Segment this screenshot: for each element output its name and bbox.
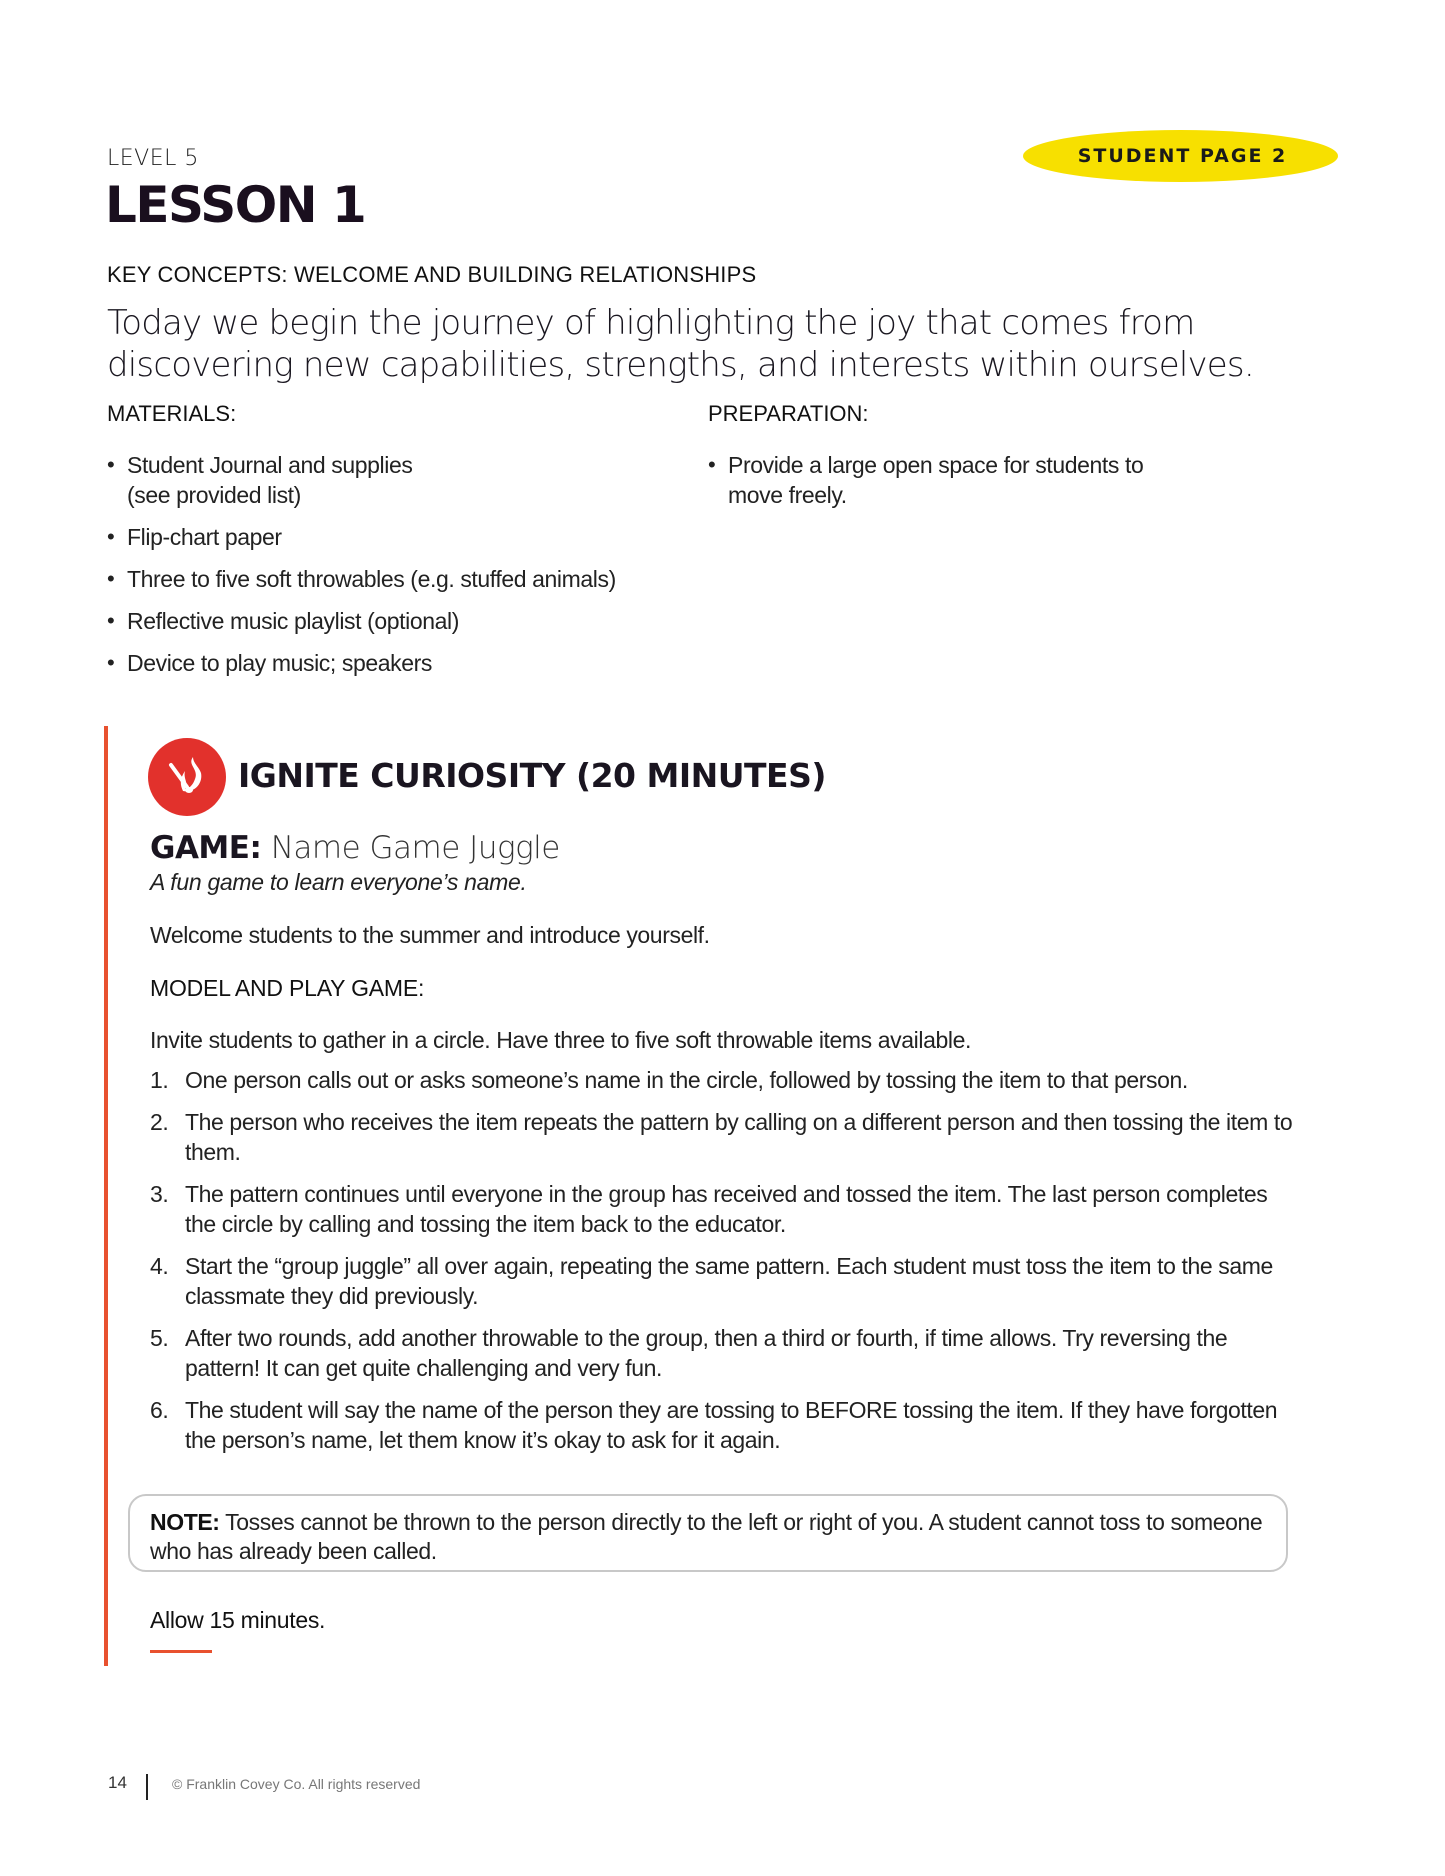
step-number: 3. (150, 1181, 169, 1207)
badge-label: STUDENT PAGE 2 (1077, 145, 1288, 167)
step-text: After two rounds, add another throwable to the group, then a third or fourth, if time allows. Try reversing the pattern! It can get quite challenging and very fun. (185, 1325, 1228, 1381)
preparation-item: • Provide a large open space for students to move freely. (708, 450, 1198, 510)
welcome-text: Welcome students to the summer and introduce yourself. (150, 922, 710, 948)
game-name: Name Game Juggle (270, 830, 560, 866)
game-steps (150, 1065, 1295, 1467)
section-accent-bar (104, 726, 108, 1666)
game-subtitle: A fun game to learn everyone’s name. (150, 869, 527, 895)
match-flame-icon (148, 738, 226, 816)
intro-statement: Today we begin the journey of highlighting the joy that comes from discovering new capabilities, strengths, and interests within ourselves. (107, 303, 1254, 385)
key-concepts: KEY CONCEPTS: WELCOME AND BUILDING RELATIONSHIPS (107, 262, 757, 287)
step-text: The pattern continues until everyone in the group has received and tossed the item. The last person completes the circle by calling and tossing the item back to the educator. (185, 1181, 1268, 1237)
step-text: The person who receives the item repeats the pattern by calling on a different person and then tossing the item to them. (185, 1109, 1293, 1165)
materials-item: • Flip-chart paper (107, 522, 687, 552)
step-item (150, 1395, 1295, 1455)
step-number: 6. (150, 1397, 169, 1423)
materials-item-text: (see provided list) (127, 482, 301, 508)
step-item (150, 1323, 1295, 1383)
materials-item: • Reflective music playlist (optional) (107, 606, 687, 636)
preparation-heading: PREPARATION: (708, 401, 869, 426)
materials-item (107, 450, 687, 510)
step-item (150, 1251, 1295, 1311)
step-number: 1. (150, 1067, 169, 1093)
note-box (128, 1494, 1288, 1572)
note-label: NOTE: (150, 1509, 220, 1535)
game-heading (150, 830, 560, 866)
step-item (150, 1179, 1295, 1239)
step-text: One person calls out or asks someone’s name in the circle, followed by tossing the item to that person. (185, 1067, 1188, 1093)
lesson-title: LESSON 1 (105, 176, 366, 234)
materials-item-text: Student Journal and supplies (127, 452, 413, 478)
model-play-heading: MODEL AND PLAY GAME: (150, 975, 425, 1001)
step-number: 5. (150, 1325, 169, 1351)
level-label: LEVEL 5 (107, 146, 199, 171)
page-number: 14 (108, 1773, 127, 1792)
allow-time: Allow 15 minutes. (150, 1607, 326, 1633)
step-text: The student will say the name of the person they are tossing to BEFORE tossing the item. If they have forgotten the person’s name, let them know it’s okay to ask for it again. (185, 1397, 1278, 1453)
student-page-badge (1023, 130, 1338, 182)
footer-divider (146, 1774, 148, 1800)
invite-text: Invite students to gather in a circle. Have three to five soft throwable items available. (150, 1027, 971, 1053)
materials-item: • Three to five soft throwables (e.g. stuffed animals) (107, 564, 687, 594)
materials-heading: MATERIALS: (107, 401, 237, 426)
accent-rule (150, 1650, 212, 1653)
step-item (150, 1065, 1295, 1095)
step-item (150, 1107, 1295, 1167)
step-number: 4. (150, 1253, 169, 1279)
section-title: IGNITE CURIOSITY (20 MINUTES) (238, 756, 826, 795)
game-label: GAME: (150, 830, 262, 866)
materials-list (107, 450, 687, 690)
materials-item: • Device to play music; speakers (107, 648, 687, 678)
note-text: Tosses cannot be thrown to the person directly to the left or right of you. A student cannot toss to someone who has already been called. (150, 1509, 1263, 1564)
step-number: 2. (150, 1109, 169, 1135)
preparation-list (708, 450, 1228, 522)
copyright: © Franklin Covey Co. All rights reserved (172, 1776, 421, 1792)
step-text: Start the “group juggle” all over again, repeating the same pattern. Each student must toss the item to the same classmate they did previously. (185, 1253, 1273, 1309)
